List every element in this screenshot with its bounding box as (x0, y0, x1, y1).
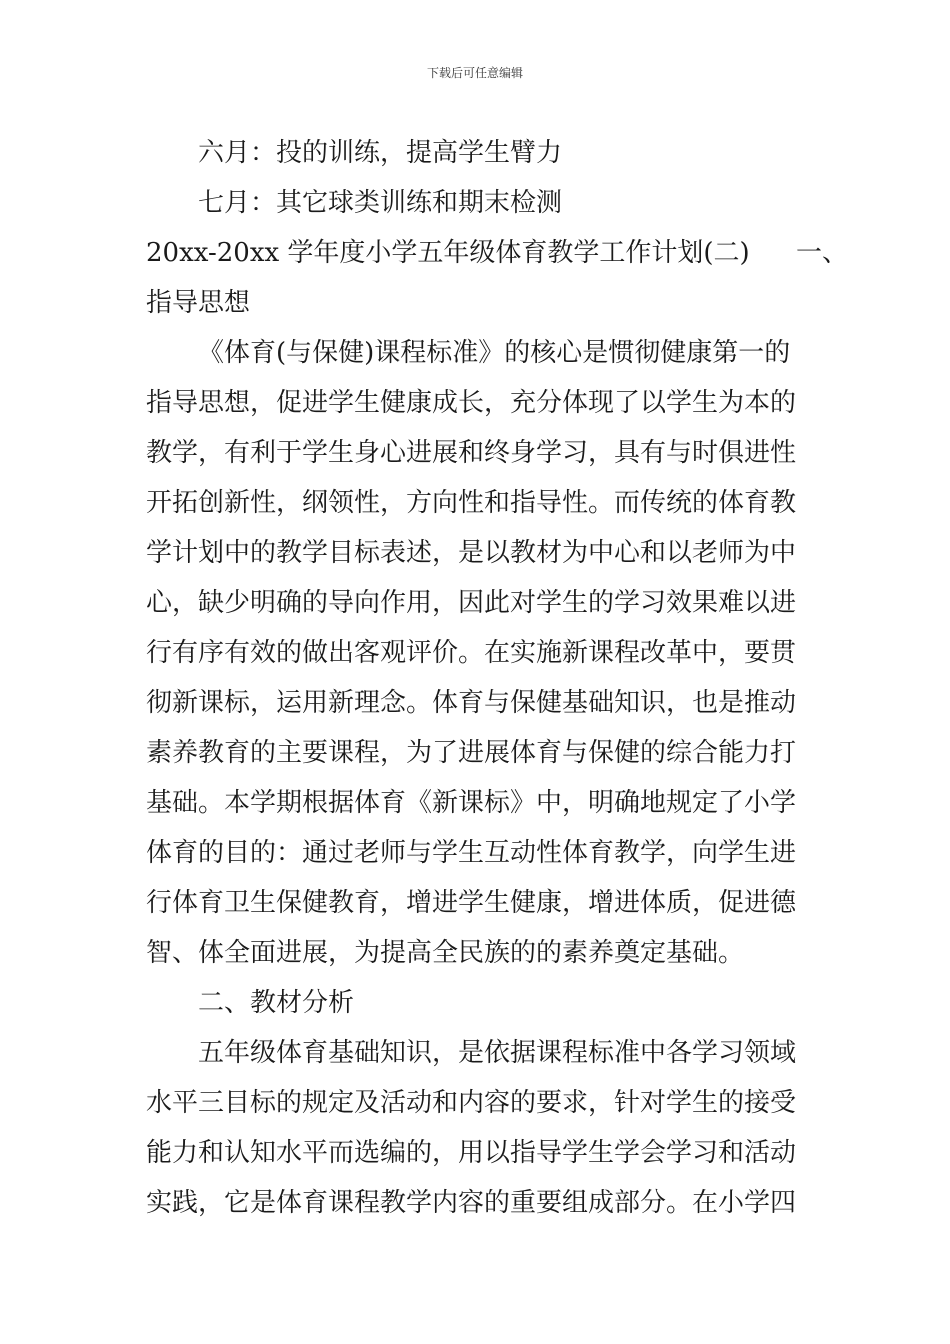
paragraph-line: 实践，它是体育课程教学内容的重要组成部分。在小学四 (146, 1188, 797, 1218)
paragraph-line: 行有序有效的做出客观评价。在实施新课程改革中，要贯 (146, 638, 797, 668)
paragraph-guiding-principle (146, 328, 826, 978)
document-title: 20xx-20xx 学年度小学五年级体育教学工作计划(二) (146, 238, 750, 268)
paragraph-line: 五年级体育基础知识，是依据课程标准中各学习领域 (198, 1038, 797, 1068)
paragraph-line: 教学，有利于学生身心进展和终身学习，具有与时俱进性 (146, 438, 797, 468)
paragraph-line: 《体育(与保健)课程标准》的核心是惯彻健康第一的 (198, 338, 791, 368)
paragraph-materials-analysis (146, 1028, 826, 1228)
paragraph-line: 学计划中的教学目标表述，是以教材为中心和以老师为中 (146, 538, 797, 568)
paragraph-line: 体育的目的：通过老师与学生互动性体育教学，向学生进 (146, 838, 797, 868)
paragraph-line: 心，缺少明确的导向作用，因此对学生的学习效果难以进 (146, 588, 797, 618)
line-june: 六月：投的训练，提高学生臂力 (198, 138, 563, 168)
paragraph-line: 能力和认知水平而选编的，用以指导学生学会学习和活动 (146, 1138, 797, 1168)
paragraph-line: 指导思想，促进学生健康成长，充分体现了以学生为本的 (146, 388, 797, 418)
paragraph-line: 素养教育的主要课程，为了进展体育与保健的综合能力打 (146, 738, 797, 768)
paragraph-line: 水平三目标的规定及活动和内容的要求，针对学生的接受 (146, 1088, 797, 1118)
section1-heading: 指导思想 (146, 288, 251, 318)
paragraph-line: 彻新课标，运用新理念。体育与保健基础知识，也是推动 (146, 688, 797, 718)
document-body (146, 128, 848, 1228)
paragraph-line: 基础。本学期根据体育《新课标》中，明确地规定了小学 (146, 788, 797, 818)
document-title-row (146, 228, 848, 278)
paragraph-line: 行体育卫生保健教育，增进学生健康，增进体质，促进德 (146, 888, 797, 918)
paragraph-line: 开拓创新性，纲领性，方向性和指导性。而传统的体育教 (146, 488, 797, 518)
paragraph-line: 智、体全面进展，为提高全民族的的素养奠定基础。 (146, 938, 745, 968)
section1-number: 一、 (795, 238, 848, 268)
section2-heading: 二、教材分析 (198, 988, 355, 1018)
line-july: 七月：其它球类训练和期末检测 (198, 188, 563, 218)
page-header: 下载后可任意编辑 (426, 66, 523, 80)
